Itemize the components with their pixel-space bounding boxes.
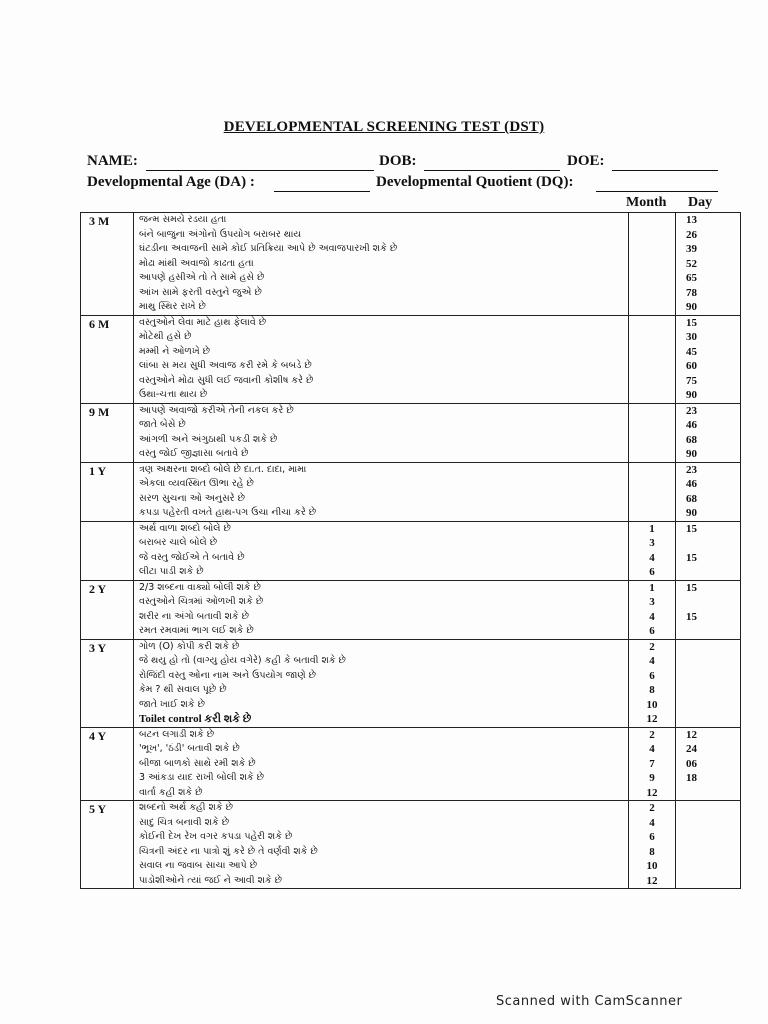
- day-value: 15: [686, 316, 697, 329]
- age-cell: 9 M: [81, 403, 134, 462]
- day-cell: [676, 462, 741, 521]
- milestone-item: બંને બાજુના અંગોનો ઉપયોગ બરાબર થાય: [139, 228, 302, 240]
- month-value: 10: [646, 698, 658, 711]
- age-cell: [81, 521, 134, 580]
- month-column-header: Month: [626, 195, 667, 210]
- document-title: DEVELOPMENTAL SCREENING TEST (DST): [223, 119, 545, 135]
- age-group-row: [81, 727, 741, 801]
- doe-label: DOE:: [567, 153, 605, 169]
- month-cell: [629, 521, 676, 580]
- day-value: 65: [686, 272, 697, 284]
- milestone-item: આપણે હસીએ તો તે સામે હસે છે: [139, 272, 265, 283]
- milestones-cell: [134, 727, 629, 801]
- month-value: 9: [649, 772, 655, 784]
- day-cell: [676, 403, 741, 462]
- age-group-row: [81, 403, 741, 462]
- month-value: 2: [649, 728, 655, 741]
- month-value: 10: [646, 860, 658, 872]
- age-cell: 2 Y: [81, 580, 134, 639]
- day-value: 24: [686, 743, 697, 755]
- month-value: 6: [649, 566, 655, 578]
- day-value: 90: [686, 389, 697, 401]
- month-value: 4: [649, 816, 655, 829]
- month-value: 2: [649, 640, 655, 653]
- milestone-item: માથુ સ્થિર રાખે છે: [139, 301, 206, 312]
- dst-table: [80, 212, 741, 889]
- milestone-item: મમ્મી ને ઓળખે છે: [139, 345, 210, 357]
- day-value: 12: [686, 728, 697, 741]
- day-value: 90: [686, 507, 697, 519]
- milestone-item: રોજિંદી વસ્તુ ઓના નામ અને ઉપયોગ જાણે છે: [139, 669, 317, 681]
- month-value: 12: [646, 786, 658, 799]
- month-value: 4: [649, 743, 655, 755]
- milestone-item: બીજા બાળકો સાથે રમી શકે છે: [139, 757, 256, 769]
- day-value: 46: [686, 419, 697, 431]
- milestones-cell: [134, 521, 629, 580]
- day-cell: [676, 727, 741, 801]
- name-label: NAME:: [87, 153, 138, 169]
- doe-blank[interactable]: [612, 170, 718, 171]
- milestone-item: મોઢા માંથી અવાજો કાઢતા હતા: [139, 257, 254, 269]
- day-value: 52: [686, 257, 697, 270]
- milestone-item: ચિત્રની અંદર ના પાત્રો શું કરે છે તે વર્ણવી શકે છે: [139, 845, 318, 857]
- dob-blank[interactable]: [424, 170, 560, 171]
- day-value: [676, 624, 740, 639]
- month-value: 6: [649, 625, 655, 637]
- day-value: 30: [686, 331, 697, 343]
- milestones-cell: [134, 213, 629, 316]
- milestones-cell: [134, 639, 629, 727]
- day-value: 75: [686, 374, 697, 387]
- milestone-item: સરળ સુચના ઓ અનુસરે છે: [139, 492, 245, 504]
- milestone-item: વસ્તુ જોઈ જીજ્ઞાસા બતાવે છે: [139, 448, 249, 459]
- milestone-item: ઘંટડીના અવાજની સામે કોઈ પ્રતિક્રિયા આપે છે અવાજપારખી શકે છે: [139, 243, 398, 254]
- milestone-item: એકલા વ્યવસ્થિત ઊભા રહે છે: [139, 478, 254, 489]
- day-value: 15: [686, 551, 697, 564]
- month-value: 12: [646, 713, 658, 725]
- milestone-item: બરાબર ચાલે બોલે છે: [139, 537, 218, 548]
- month-value: 1: [649, 522, 655, 535]
- milestone-item: પાડોશીઓને ત્યાં જઈ ને આવી શકે છે: [139, 874, 282, 886]
- dq-label: Developmental Quotient (DQ):: [376, 174, 574, 190]
- age-cell: 1 Y: [81, 462, 134, 521]
- milestone-item: જાતે ખાઈ શકે છે: [139, 698, 205, 710]
- month-value: 4: [649, 655, 655, 667]
- milestone-item: ત્રણ અક્ષરના શબ્દો બોલે છે દા.ત. દાદા, મામા: [139, 463, 307, 475]
- day-value: 39: [686, 243, 697, 255]
- milestone-item: અર્થ વાળા શબ્દો બોલે છે: [139, 522, 231, 534]
- milestone-item: 2/3 શબ્દના વાક્યો બોલી શકે છે: [139, 581, 261, 593]
- milestone-item: વસ્તુઓને ચિત્રમાં ઓળખી શકે છે: [139, 596, 264, 607]
- day-value: [676, 565, 740, 580]
- month-cell: [629, 315, 676, 403]
- day-value: 23: [686, 404, 697, 417]
- name-blank[interactable]: [146, 170, 374, 171]
- day-value: 68: [686, 433, 697, 446]
- day-cell: [676, 315, 741, 403]
- age-group-row: [81, 639, 741, 727]
- milestone-item: સવાલ ના જવાબ સાચા આપે છે: [139, 860, 258, 871]
- milestone-item: રમત રમવામાં ભાગ લઈ શકે છે: [139, 625, 254, 636]
- month-cell: [629, 727, 676, 801]
- age-cell: 6 M: [81, 315, 134, 403]
- da-blank[interactable]: [274, 191, 370, 192]
- milestone-item: 'ભૂખ', 'ઠંડી' બતાવી શકે છે: [139, 743, 240, 754]
- age-cell: 4 Y: [81, 727, 134, 801]
- month-value: 6: [649, 669, 655, 682]
- month-value: 7: [649, 757, 655, 770]
- month-value: 4: [649, 551, 655, 564]
- month-value: 2: [649, 802, 655, 814]
- day-value: 15: [686, 581, 697, 594]
- day-value: 15: [686, 522, 697, 535]
- day-cell: [676, 801, 741, 889]
- month-value: 4: [649, 610, 655, 623]
- milestone-item: ગોળ (O) કોપી કરી શકે છે: [139, 640, 240, 652]
- day-value: 68: [686, 492, 697, 505]
- age-cell: 5 Y: [81, 801, 134, 889]
- age-group-row: [81, 315, 741, 403]
- month-cell: [629, 213, 676, 316]
- milestones-cell: [134, 580, 629, 639]
- month-value: 3: [649, 596, 655, 608]
- milestone-item: જન્મ સમયે રડયા હતા: [139, 214, 227, 225]
- milestone-item: આંગળી અને અંગુઠાથી પકડી શકે છે: [139, 433, 278, 445]
- age-group-row: [81, 521, 741, 580]
- age-group-row: [81, 801, 741, 889]
- day-value: [676, 786, 740, 801]
- day-cell: [676, 580, 741, 639]
- day-value: 26: [686, 228, 697, 241]
- milestones-cell: [134, 462, 629, 521]
- milestone-item: વસ્તુઓને લેવા માટે હાથ ફેલાવે છે: [139, 316, 267, 328]
- month-cell: [629, 580, 676, 639]
- month-value: 8: [649, 684, 655, 696]
- month-value: 1: [649, 581, 655, 594]
- day-value: 90: [686, 301, 697, 313]
- age-group-row: [81, 213, 741, 316]
- age-group-row: [81, 462, 741, 521]
- month-value: 6: [649, 831, 655, 843]
- day-value: 45: [686, 345, 697, 358]
- month-value: 3: [649, 537, 655, 549]
- day-value: [676, 536, 740, 551]
- day-value: 60: [686, 360, 697, 372]
- day-value: [676, 595, 740, 610]
- day-value: 13: [686, 214, 697, 226]
- day-cell: [676, 213, 741, 316]
- day-value: 18: [686, 772, 697, 784]
- milestone-item: Toilet control કરી શકે છે: [139, 713, 252, 725]
- day-value: 06: [686, 757, 697, 770]
- day-column-header: Day: [688, 195, 713, 210]
- day-value: 15: [686, 610, 697, 623]
- milestone-item: શરીર ના અંગો બતાવી શકે છે: [139, 610, 249, 622]
- month-value: 8: [649, 845, 655, 858]
- milestone-item: કપડા પહેરતી વખતે હાથ-પગ ઉચા નીચા કરે છે: [139, 507, 317, 518]
- milestone-item: કેમ ? થી સવાલ પૂછે છે: [139, 684, 227, 695]
- milestone-item: સાદુ ચિત્ર બનાવી શકે છે: [139, 816, 230, 828]
- milestone-item: વાર્તા કહી શકે છે: [139, 786, 203, 798]
- day-value: 23: [686, 463, 697, 476]
- age-group-row: [81, 580, 741, 639]
- milestone-item: જાતે બેસે છે: [139, 419, 186, 430]
- milestone-item: જે વસ્તુ જોઈએ તે બતાવે છે: [139, 551, 245, 563]
- day-value: 78: [686, 286, 697, 299]
- da-label: Developmental Age (DA) :: [87, 174, 255, 190]
- milestones-cell: [134, 315, 629, 403]
- milestone-item: જે થયુ હો તો (વાગ્યુ હોય વગેરે) કહી કે બતાવી શકે છે: [139, 655, 346, 666]
- age-cell: 3 Y: [81, 639, 134, 727]
- dob-label: DOB:: [379, 153, 417, 169]
- milestones-cell: [134, 403, 629, 462]
- month-value: 12: [646, 874, 658, 887]
- day-value: 90: [686, 448, 697, 460]
- month-cell: [629, 462, 676, 521]
- milestone-item: બટન લગાડી શકે છે: [139, 728, 215, 740]
- age-cell: 3 M: [81, 213, 134, 316]
- milestone-item: 3 આંકડા યાદ રાખી બોલી શકે છે: [139, 772, 264, 783]
- milestone-item: લાંબા સ મય સુધી અવાજ કરી રમે કે બબડે છે: [139, 360, 312, 371]
- day-value: 46: [686, 478, 697, 490]
- month-cell: [629, 639, 676, 727]
- milestone-item: કોઈની દેખ રેખ વગર કપડા પહેરી શકે છે: [139, 831, 293, 842]
- dq-blank[interactable]: [596, 191, 718, 192]
- milestone-item: વસ્તુઓને મોઢા સુધી લઈ જવાની કોશીષ કરે છે: [139, 374, 314, 386]
- month-cell: [629, 403, 676, 462]
- milestone-item: લીટા પાડી શકે છે: [139, 566, 204, 577]
- milestones-cell: [134, 801, 629, 889]
- milestone-item: શબ્દનો અર્થ કહી શકે છે: [139, 802, 233, 813]
- month-cell: [629, 801, 676, 889]
- day-cell: [676, 639, 741, 727]
- day-cell: [676, 521, 741, 580]
- milestone-item: ઉથા-ચત્તા થાય છે: [139, 389, 208, 400]
- scanner-watermark: Scanned with CamScanner: [496, 994, 683, 1009]
- milestone-item: આપણે અવાજો કરીએ તેની નકલ કરે છે: [139, 404, 294, 416]
- milestone-item: મોટેથી હસે છે: [139, 331, 192, 342]
- milestone-item: આંખ સામે ફરતી વસ્તુને જુએ છે: [139, 286, 262, 298]
